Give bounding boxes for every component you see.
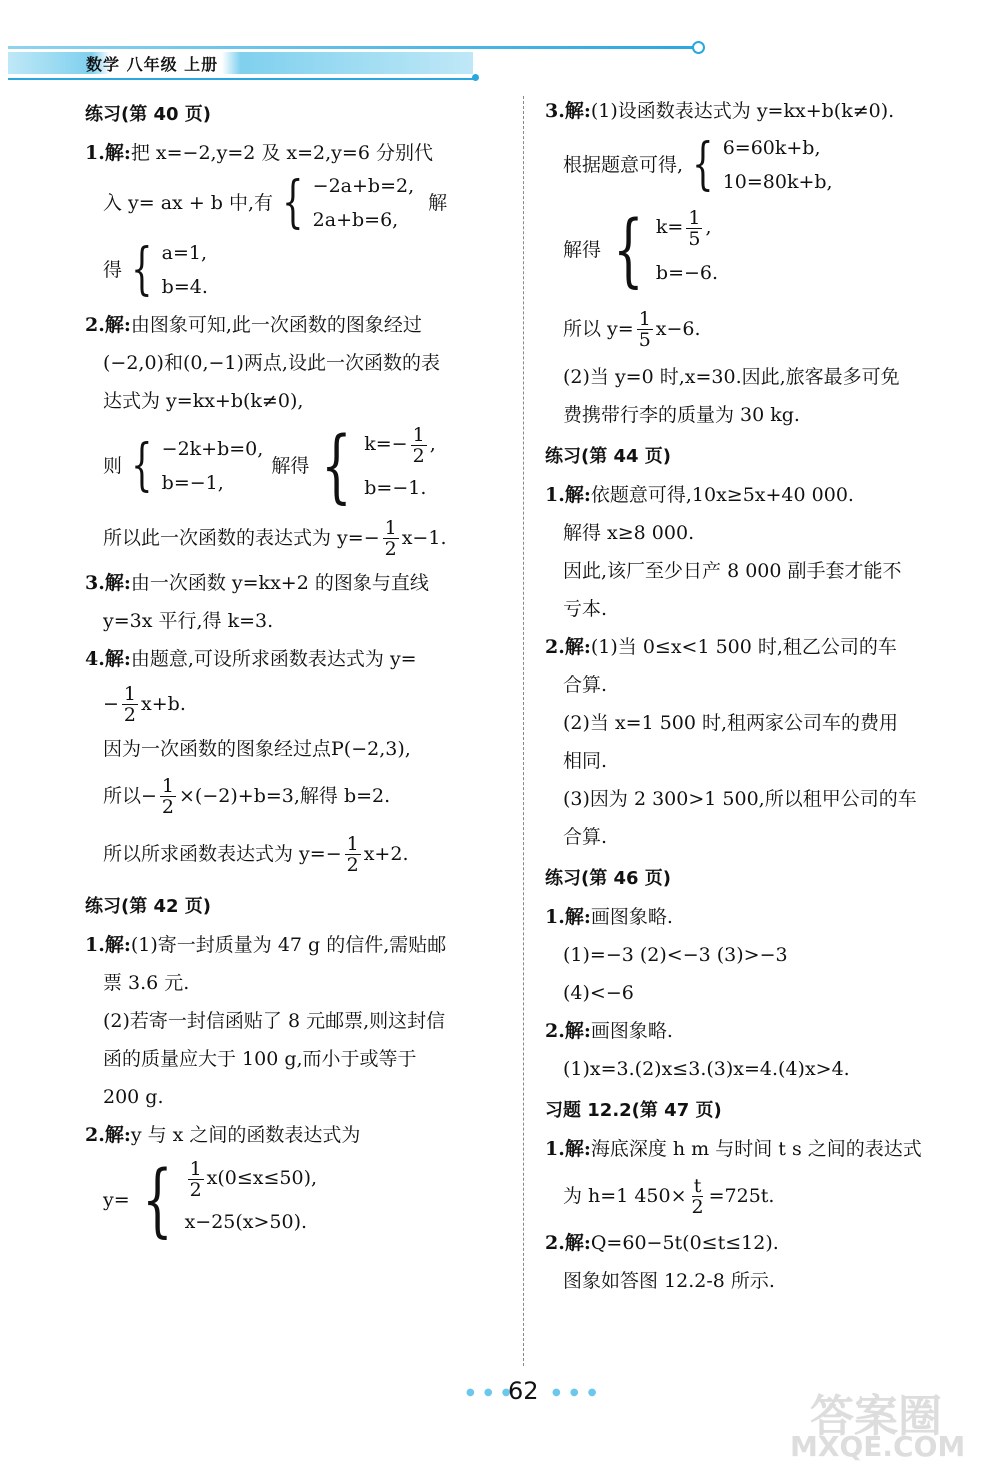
text-line: x+2. (363, 843, 409, 865)
text-line: 所以所求函数表达式为 y=− (103, 843, 342, 865)
text-line: x−6. (655, 318, 701, 340)
text-line: 费携带行李的质量为 30 kg. (563, 404, 800, 426)
item-label: 1.解: (545, 906, 591, 928)
equation-system: { k= $\frac{1}{5}$ , b=−6. (613, 203, 719, 296)
equation: 6=60k+b, (722, 137, 821, 159)
fraction: $\frac{1}{2}$ (189, 1157, 202, 1201)
equation: b=−1. (364, 477, 427, 499)
fraction: $\frac{1}{2}$ (412, 423, 425, 467)
text-line: 亏本. (563, 598, 608, 620)
equation-system: { k=− $\frac{1}{2}$ , b=−1. (321, 419, 436, 512)
text-line: (1)=−3 (2)<−3 (3)>−3 (563, 944, 788, 966)
text-line: y= (103, 1189, 130, 1211)
text-line: 因为一次函数的图象经过点P(−2,3), (103, 738, 411, 760)
fraction: $\frac{1}{2}$ (384, 516, 397, 560)
section-heading: 练习(第 46 页) (545, 868, 672, 889)
equation-system: { 6=60k+b, 10=80k+b, (692, 132, 833, 197)
header-rule-dot (472, 74, 479, 81)
text-line: 海底深度 h m 与时间 t s 之间的表达式 (590, 1138, 922, 1160)
equation: −2a+b=2, (312, 175, 415, 197)
equation-system: { $\frac{1}{2}$ x(0≤x≤50), x−25(x>50). (141, 1153, 318, 1246)
text-line: x−1. (401, 527, 447, 549)
text-line: 因此,该厂至少日产 8 000 副手套才能不 (563, 560, 902, 582)
text-line: 解得 x≥8 000. (563, 522, 695, 544)
watermark: 答案圈 (810, 1391, 942, 1442)
text-line: 画图象略. (590, 906, 673, 928)
left-column (85, 92, 515, 1246)
header-title: 数学 八年级 上册 (86, 55, 219, 74)
text-line: Q=60−5t(0≤t≤12). (590, 1232, 779, 1254)
header-top-rule (8, 46, 698, 49)
text-line: 200 g. (103, 1086, 164, 1108)
text-line: (2)当 x=1 500 时,租两家公司车的费用 (563, 712, 899, 734)
text-line: ×(−2)+b=3,解得 b=2. (179, 785, 391, 807)
item-label: 2.解: (545, 1232, 591, 1254)
equation: b=−6. (655, 262, 719, 284)
text-line: 所以此一次函数的表达式为 y=− (103, 527, 380, 549)
text-line: x+b. (141, 693, 186, 715)
fraction: $\frac{1}{5}$ (688, 206, 701, 250)
text-line: 合算. (563, 826, 608, 848)
text-line: 根据题意可得, (563, 154, 684, 176)
text-line: 图象如答图 12.2-8 所示. (563, 1270, 775, 1292)
text-line: y=3x 平行,得 k=3. (103, 610, 274, 632)
text-line: 解得 (563, 239, 602, 261)
section-heading: 练习(第 40 页) (85, 104, 212, 125)
item-label: 3.解: (545, 100, 591, 122)
text-line: (3)因为 2 300>1 500,所以租甲公司的车 (563, 788, 917, 810)
equation: b=4. (161, 276, 208, 298)
text-line: 解得 (271, 455, 310, 477)
equation-system: { a=1, b=4. (131, 237, 208, 302)
item-label: 4.解: (85, 648, 131, 670)
column-divider (523, 96, 525, 1366)
text-line: 依题意可得,10x≥5x+40 000. (590, 484, 854, 506)
text-line: (1)当 0≤x<1 500 时,租乙公司的车 (590, 636, 897, 658)
equation: b=−1, (161, 472, 224, 494)
fraction: $\frac{t}{2}$ (691, 1174, 704, 1218)
item-label: 1.解: (85, 934, 131, 956)
fraction: $\frac{1}{5}$ (638, 307, 651, 351)
text-line: 相同. (563, 750, 608, 772)
text-line: 为 h=1 450× (563, 1185, 687, 1207)
equation: 10=80k+b, (722, 171, 833, 193)
equation: −2k+b=0, (161, 438, 264, 460)
item-label: 1.解: (85, 142, 131, 164)
equation-system: { −2k+b=0, b=−1, (131, 433, 264, 498)
item-label: 1.解: (545, 1138, 591, 1160)
text-line: 合算. (563, 674, 608, 696)
item-label: 3.解: (85, 572, 131, 594)
equation: 2a+b=6, (312, 209, 399, 231)
text-line: 解 (428, 192, 448, 214)
header-bottom-rule (8, 78, 478, 80)
item-label: 2.解: (545, 1020, 591, 1042)
section-heading: 习题 12.2(第 47 页) (545, 1100, 722, 1121)
item-label: 2.解: (85, 1124, 131, 1146)
text-line: 所以− (103, 785, 157, 807)
text-line: − (103, 693, 119, 715)
text-line: 由题意,可设所求函数表达式为 y= (130, 648, 417, 670)
text-line: =725t. (708, 1185, 775, 1207)
watermark-url: MXQE.COM (790, 1430, 966, 1463)
equation: x−25(x>50). (184, 1211, 308, 1233)
text-line: 则 (103, 455, 123, 477)
text-line: (1)寄一封质量为 47 g 的信件,需贴邮 (130, 934, 447, 956)
text-line: (2)当 y=0 时,x=30.因此,旅客最多可免 (563, 366, 900, 388)
text-line: (1)设函数表达式为 y=kx+b(k≠0). (590, 100, 895, 122)
fraction: $\frac{1}{2}$ (123, 682, 137, 726)
text-line: 由图象可知,此一次函数的图象经过 (130, 314, 422, 336)
text-line: (2)若寄一封信函贴了 8 元邮票,则这封信 (103, 1010, 446, 1032)
equation: a=1, (161, 242, 208, 264)
right-column (545, 92, 985, 1300)
footer-decoration: ● ● ● (466, 1387, 514, 1398)
text-line: (−2,0)和(0,−1)两点,设此一次函数的表 (103, 352, 440, 374)
equation: k= (655, 216, 684, 238)
text-line: 画图象略. (590, 1020, 673, 1042)
text-line: (4)<−6 (563, 982, 634, 1004)
text-line: 票 3.6 元. (103, 972, 190, 994)
header-rule-end-dot (692, 41, 705, 54)
item-label: 2.解: (85, 314, 131, 336)
text-line: 入 y= ax + b 中,有 (103, 192, 274, 214)
section-heading: 练习(第 44 页) (545, 446, 672, 467)
text-line: 所以 y= (563, 318, 634, 340)
text-line: 把 x=−2,y=2 及 x=2,y=6 分别代 (130, 142, 433, 164)
equation: k=− (364, 433, 408, 455)
text-line: y 与 x 之间的函数表达式为 (130, 1124, 361, 1146)
header-band (8, 52, 473, 74)
section-heading: 练习(第 42 页) (85, 896, 212, 917)
text-line: (1)x=3.(2)x≤3.(3)x=4.(4)x>4. (563, 1058, 850, 1080)
equation: x(0≤x≤50), (206, 1167, 318, 1189)
text-line: 函的质量应大于 100 g,而小于或等于 (103, 1048, 417, 1070)
text-line: 由一次函数 y=kx+2 的图象与直线 (130, 572, 429, 594)
footer-decoration: ● ● ● (552, 1387, 600, 1398)
text-line: 达式为 y=kx+b(k≠0), (103, 390, 304, 412)
item-label: 1.解: (545, 484, 591, 506)
text-line: 得 (103, 259, 123, 281)
page-number: 62 (508, 1377, 539, 1405)
item-label: 2.解: (545, 636, 591, 658)
equation-system: { −2a+b=2, 2a+b=6, (282, 170, 415, 235)
fraction: $\frac{1}{2}$ (161, 774, 175, 818)
fraction: $\frac{1}{2}$ (346, 832, 359, 876)
